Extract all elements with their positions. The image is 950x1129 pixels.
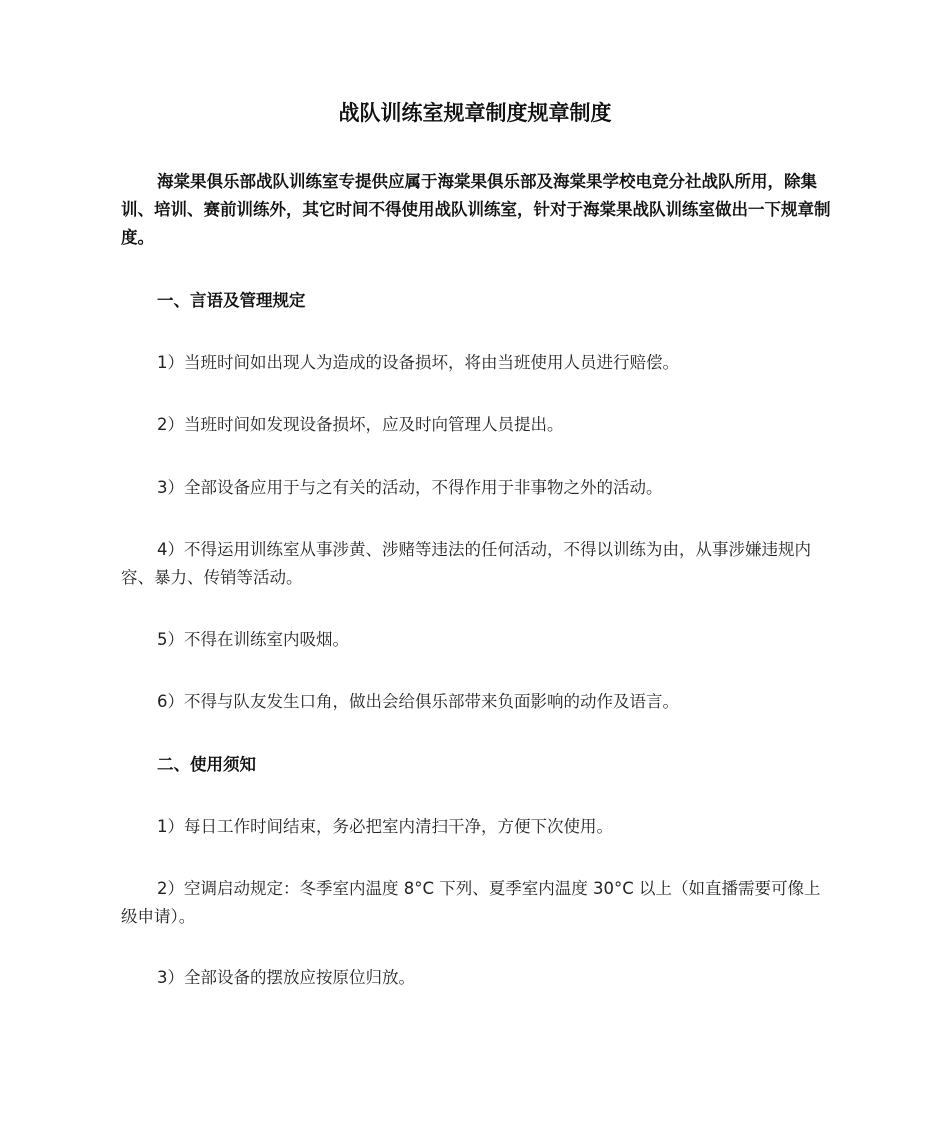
section-1-item-1: 1）当班时间如出现人为造成的设备损坏，将由当班使用人员进行赔偿。	[157, 353, 679, 372]
document-title: 战队训练室规章制度规章制度	[338, 101, 612, 125]
intro-paragraph: 海棠果俱乐部战队训练室专提供应属于海棠果俱乐部及海棠果学校电竞分社战队所用，除集训、培训、赛前训练外，其它时间不得使用战队训练室，针对于海棠果战队训练室做出一下规章制度。	[121, 172, 831, 247]
section-1-item-4: 4）不得运用训练室从事涉黄、涉赌等违法的任何活动，不得以训练为由，从事涉嫌违规内容、暴力、传销等活动。	[121, 540, 811, 587]
section-2-item-2: 2）空调启动规定：冬季室内温度 8°C 下列、夏季室内温度 30°C 以上（如直播需要可像上级申请）。	[121, 879, 821, 926]
section-1-item-2: 2）当班时间如发现设备损坏，应及时向管理人员提出。	[157, 415, 564, 434]
section-2-item-3: 3）全部设备的摆放应按原位归放。	[157, 968, 415, 987]
section-2-heading: 二、使用须知	[157, 755, 256, 774]
section-1-item-6: 6）不得与队友发生口角，做出会给俱乐部带来负面影响的动作及语言。	[157, 692, 679, 711]
section-1-heading: 一、言语及管理规定	[157, 291, 306, 310]
section-1-item-3: 3）全部设备应用于与之有关的活动，不得作用于非事物之外的活动。	[157, 478, 663, 497]
section-1-item-5: 5）不得在训练室内吸烟。	[157, 630, 349, 649]
section-2-item-1: 1）每日工作时间结束，务必把室内清扫干净，方便下次使用。	[157, 817, 613, 836]
